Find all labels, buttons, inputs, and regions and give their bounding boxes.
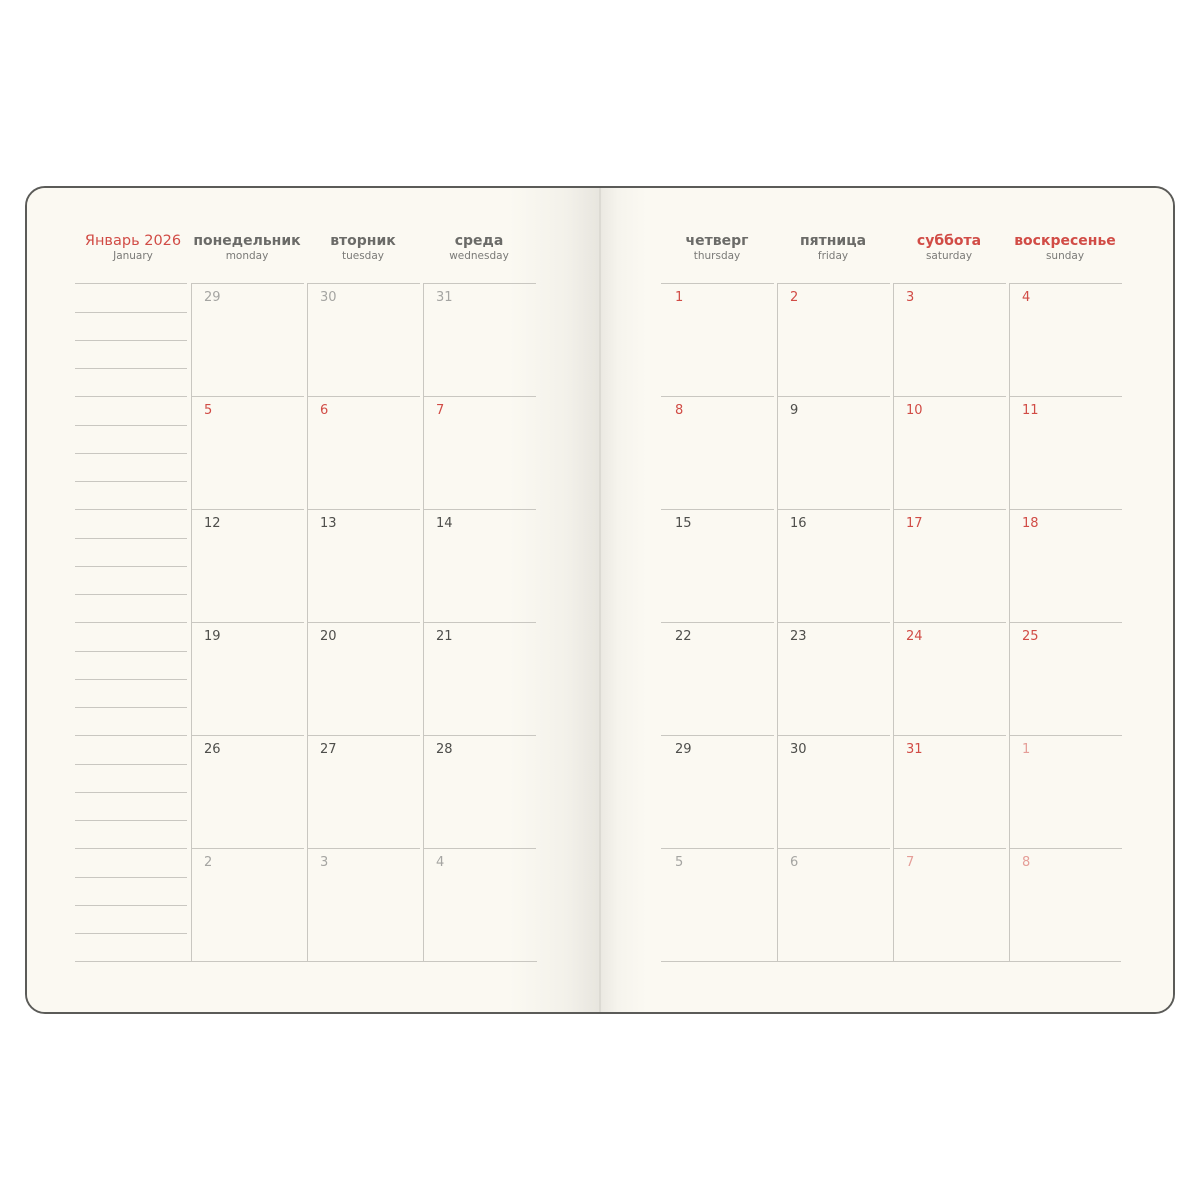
note-line [75,651,187,652]
weekday-name-english: sunday [1045,250,1085,262]
weekday-name-english: monday [225,250,269,262]
day-cell[interactable] [777,283,890,396]
day-number: 7 [906,855,915,870]
day-cell[interactable] [1009,848,1122,961]
weekday-name-english: tuesday [341,250,384,262]
day-cell[interactable] [661,396,774,509]
day-cell[interactable] [893,848,1006,961]
note-line [75,820,187,821]
day-cell[interactable] [661,735,774,848]
day-number: 30 [320,290,337,305]
day-cell[interactable] [307,735,420,848]
note-line [75,679,187,680]
note-line [75,481,187,482]
day-number: 24 [906,629,923,644]
day-cell[interactable] [893,622,1006,735]
day-number: 22 [675,629,692,644]
day-number: 2 [204,855,213,870]
note-line [75,453,187,454]
weekday-header-sunday [1007,232,1123,263]
month-header [75,232,191,263]
note-line [75,707,187,708]
day-cell[interactable] [777,735,890,848]
weekday-name: четверг [685,233,749,249]
weekday-header-friday [775,232,891,263]
weekday-name: вторник [330,233,396,249]
day-cell[interactable] [1009,396,1122,509]
weekday-header-wednesday [421,232,537,263]
day-number: 3 [320,855,329,870]
weekday-name: воскресенье [1014,233,1116,249]
day-cell[interactable] [1009,735,1122,848]
weekday-name: пятница [799,233,867,249]
weekday-name-english: thursday [693,250,741,262]
day-number: 15 [675,516,692,531]
grid-bottom-rule [661,961,1121,962]
day-number: 28 [436,742,453,757]
weekday-header-thursday [659,232,775,263]
note-line [75,905,187,906]
note-line [75,792,187,793]
day-number: 7 [436,403,445,418]
note-line [75,538,187,539]
day-cell[interactable] [777,396,890,509]
weekday-header-monday [189,232,305,263]
day-cell[interactable] [307,848,420,961]
day-cell[interactable] [423,848,536,961]
day-cell[interactable] [423,396,536,509]
day-number: 16 [790,516,807,531]
day-cell[interactable] [191,622,304,735]
day-cell[interactable] [423,283,536,396]
day-number: 29 [675,742,692,757]
day-cell[interactable] [661,509,774,622]
weekday-header-saturday [891,232,1007,263]
day-cell[interactable] [423,735,536,848]
day-number: 26 [204,742,221,757]
day-number: 9 [790,403,799,418]
note-line [75,340,187,341]
month-subtitle: January [113,250,153,262]
day-cell[interactable] [893,509,1006,622]
right-page [601,188,1173,1012]
day-cell[interactable] [893,396,1006,509]
planner-spread [25,186,1175,1014]
day-number: 29 [204,290,221,305]
weekday-name: суббота [916,233,982,249]
day-number: 17 [906,516,923,531]
note-line [75,368,187,369]
day-number: 31 [906,742,923,757]
day-number: 27 [320,742,337,757]
note-line [75,594,187,595]
week-notes-area[interactable] [75,283,187,396]
day-number: 3 [906,290,915,305]
day-number: 11 [1022,403,1039,418]
week-notes-area[interactable] [75,509,187,622]
day-cell[interactable] [777,848,890,961]
day-cell[interactable] [777,622,890,735]
day-cell[interactable] [307,509,420,622]
day-cell[interactable] [307,396,420,509]
day-cell[interactable] [191,396,304,509]
day-number: 2 [790,290,799,305]
day-number: 25 [1022,629,1039,644]
day-cell[interactable] [1009,509,1122,622]
weekday-name-english: saturday [925,250,973,262]
month-title: Январь 2026 [84,233,182,249]
day-cell[interactable] [1009,622,1122,735]
day-cell[interactable] [191,509,304,622]
week-notes-area[interactable] [75,848,187,961]
day-number: 8 [675,403,684,418]
note-line [75,425,187,426]
week-notes-area[interactable] [75,396,187,509]
weekday-name: понедельник [193,233,301,249]
day-number: 23 [790,629,807,644]
weekday-name-english: wednesday [449,250,509,262]
day-number: 14 [436,516,453,531]
day-number: 21 [436,629,453,644]
note-line [75,877,187,878]
week-notes-area[interactable] [75,735,187,848]
grid-bottom-rule [75,961,537,962]
day-number: 20 [320,629,337,644]
day-cell[interactable] [423,622,536,735]
day-number: 6 [790,855,799,870]
day-number: 18 [1022,516,1039,531]
day-number: 5 [204,403,213,418]
day-number: 13 [320,516,337,531]
day-number: 1 [675,290,684,305]
day-number: 1 [1022,742,1031,757]
note-line [75,933,187,934]
day-cell[interactable] [893,735,1006,848]
weekday-header-tuesday [305,232,421,263]
day-number: 19 [204,629,221,644]
note-line [75,764,187,765]
day-number: 6 [320,403,329,418]
week-notes-area[interactable] [75,622,187,735]
weekday-name: среда [454,233,504,249]
note-line [75,566,187,567]
day-number: 8 [1022,855,1031,870]
day-cell[interactable] [191,735,304,848]
day-cell[interactable] [777,509,890,622]
weekday-name-english: friday [817,250,849,262]
day-cell[interactable] [893,283,1006,396]
left-page [27,188,601,1012]
day-cell[interactable] [307,622,420,735]
day-number: 12 [204,516,221,531]
note-line [75,312,187,313]
day-number: 10 [906,403,923,418]
day-cell[interactable] [661,283,774,396]
day-cell[interactable] [191,848,304,961]
day-number: 4 [436,855,445,870]
day-cell[interactable] [307,283,420,396]
day-number: 4 [1022,290,1031,305]
day-number: 31 [436,290,453,305]
day-cell[interactable] [661,848,774,961]
day-number: 30 [790,742,807,757]
day-cell[interactable] [661,622,774,735]
day-cell[interactable] [423,509,536,622]
day-cell[interactable] [1009,283,1122,396]
day-number: 5 [675,855,684,870]
day-cell[interactable] [191,283,304,396]
